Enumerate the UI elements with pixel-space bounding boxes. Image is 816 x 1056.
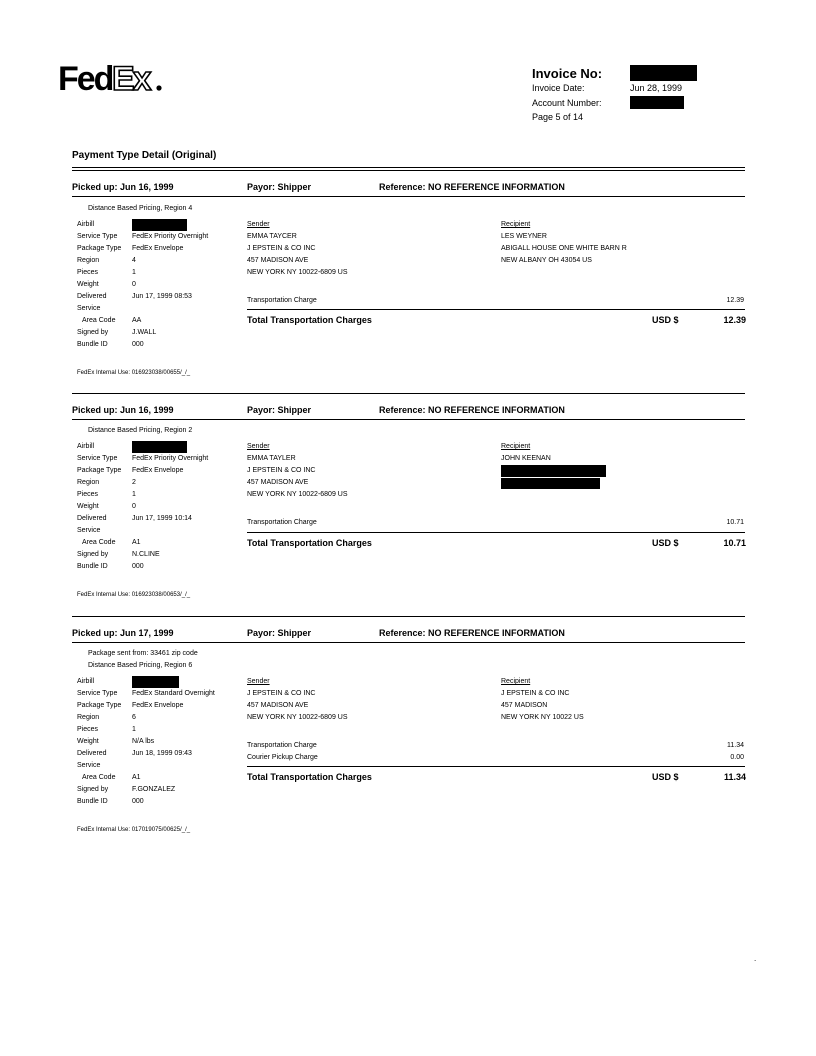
fedex-logo (58, 58, 164, 98)
total-amount: 10.71 (723, 538, 746, 548)
signed-by: F.GONZALEZ (132, 786, 176, 793)
redacted-recipient-line (501, 465, 606, 477)
sender-line: J EPSTEIN & CO INC (247, 245, 316, 252)
total-currency: USD $ (652, 772, 679, 782)
sender-line: EMMA TAYLER (247, 455, 296, 462)
pieces-label: Pieces (77, 269, 99, 276)
recipient-line: J EPSTEIN & CO INC (501, 690, 570, 697)
picked-up: Picked up: Jun 16, 1999 (72, 405, 174, 415)
area-code: A1 (132, 539, 141, 546)
total-label: Total Transportation Charges (247, 315, 372, 325)
signed-by: J.WALL (132, 329, 157, 336)
airbill-label: Airbill (77, 678, 95, 685)
weight-label: Weight (77, 738, 99, 745)
bundle-id-label: Bundle ID (77, 563, 108, 570)
svg-text:Fed: Fed (58, 60, 113, 98)
payor: Payor: Shipper (247, 628, 312, 638)
invoice-date: Jun 28, 1999 (630, 83, 683, 93)
delivered: Jun 17, 1999 10:14 (132, 515, 192, 522)
reference: Reference: NO REFERENCE INFORMATION (379, 628, 565, 638)
total-rule (247, 532, 745, 533)
bundle-id: 000 (132, 563, 144, 570)
redacted-account-number (630, 96, 684, 109)
total-currency: USD $ (652, 538, 679, 548)
sender-line: 457 MADISON AVE (247, 702, 309, 709)
area-code-label: Area Code (82, 774, 116, 781)
sender-line: NEW YORK NY 10022-6809 US (247, 269, 348, 276)
delivered: Jun 17, 1999 08:53 (132, 293, 192, 300)
recipient-line: NEW YORK NY 10022 US (501, 714, 584, 721)
recipient-line: 457 MADISON (501, 702, 548, 709)
airbill-label: Airbill (77, 443, 95, 450)
weight-label: Weight (77, 281, 99, 288)
package-type: FedEx Envelope (132, 245, 184, 252)
transportation-charge: 10.71 (726, 519, 744, 526)
area-code: A1 (132, 774, 141, 781)
total-label: Total Transportation Charges (247, 772, 372, 782)
recipient-label: Recipient (501, 678, 531, 685)
reference: Reference: NO REFERENCE INFORMATION (379, 182, 565, 192)
redacted-airbill (132, 441, 187, 453)
bundle-id-label: Bundle ID (77, 341, 108, 348)
transportation-charge-label: Transportation Charge (247, 519, 317, 526)
pricing-info: Distance Based Pricing, Region 2 (88, 427, 193, 434)
page-mark: . (754, 954, 757, 963)
total-rule (247, 766, 745, 767)
service-type: FedEx Priority Overnight (132, 233, 209, 240)
recipient-line: JOHN KEENAN (501, 455, 551, 462)
pieces: 1 (132, 491, 136, 498)
pieces: 1 (132, 269, 136, 276)
weight-label: Weight (77, 503, 99, 510)
package-type: FedEx Envelope (132, 467, 184, 474)
signed-by-label: Signed by (77, 551, 109, 558)
invoice-no-label: Invoice No: (532, 66, 603, 81)
total-amount: 12.39 (723, 315, 746, 325)
service-type-label: Service Type (77, 690, 118, 697)
shipment-1 (0, 182, 816, 402)
service-label: Service (77, 527, 101, 534)
service-type-label: Service Type (77, 455, 118, 462)
region-label: Region (77, 714, 100, 721)
signed-by-label: Signed by (77, 786, 109, 793)
delivered-label: Delivered (77, 750, 107, 757)
region: 2 (132, 479, 136, 486)
bundle-id-label: Bundle ID (77, 798, 108, 805)
region: 6 (132, 714, 136, 721)
internal-use: FedEx Internal Use: 016923038/00655/_/_ (77, 370, 191, 376)
shipment-rule-bottom (72, 419, 745, 420)
recipient-line: NEW ALBANY OH 43054 US (501, 257, 592, 264)
sender-line: 457 MADISON AVE (247, 479, 309, 486)
account-number-label: Account Number: (532, 98, 602, 108)
payor: Payor: Shipper (247, 405, 312, 415)
shipment-rule-bottom (72, 642, 745, 643)
payor: Payor: Shipper (247, 182, 312, 192)
total-rule (247, 309, 745, 310)
service-label: Service (77, 305, 101, 312)
invoice-date-label: Invoice Date: (532, 83, 585, 93)
section-title: Payment Type Detail (Original) (72, 150, 217, 161)
service-type: FedEx Standard Overnight (132, 690, 215, 697)
picked-up: Picked up: Jun 16, 1999 (72, 182, 174, 192)
sender-label: Sender (247, 221, 270, 228)
redacted-airbill (132, 676, 179, 688)
bundle-id: 000 (132, 798, 144, 805)
redacted-invoice-no (630, 65, 697, 81)
sender-line: EMMA TAYCER (247, 233, 297, 240)
recipient-label: Recipient (501, 221, 531, 228)
service-label: Service (77, 762, 101, 769)
total-amount: 11.34 (723, 772, 746, 782)
total-label: Total Transportation Charges (247, 538, 372, 548)
region-label: Region (77, 257, 100, 264)
transportation-charge-label: Transportation Charge (247, 297, 317, 304)
signed-by: N.CLINE (132, 551, 160, 558)
delivered: Jun 18, 1999 09:43 (132, 750, 192, 757)
transportation-charge: 11.34 (727, 742, 744, 749)
transportation-charge-label: Transportation Charge (247, 742, 317, 749)
signed-by-label: Signed by (77, 329, 109, 336)
weight: N/A lbs (132, 738, 155, 745)
page-indicator: Page 5 of 14 (532, 112, 584, 122)
courier-pickup-charge-label: Courier Pickup Charge (247, 754, 318, 761)
shipment-rule-top (72, 170, 745, 171)
sender-line: J EPSTEIN & CO INC (247, 690, 316, 697)
sender-line: 457 MADISON AVE (247, 257, 309, 264)
sender-line: NEW YORK NY 10022-6809 US (247, 491, 348, 498)
airbill-label: Airbill (77, 221, 95, 228)
redacted-airbill (132, 219, 187, 231)
shipment-rule-top (72, 393, 745, 394)
service-type-label: Service Type (77, 233, 118, 240)
sender-line: J EPSTEIN & CO INC (247, 467, 316, 474)
area-code-label: Area Code (82, 317, 116, 324)
recipient-line: LES WEYNER (501, 233, 547, 240)
package-type-label: Package Type (77, 245, 122, 252)
reference: Reference: NO REFERENCE INFORMATION (379, 405, 565, 415)
delivered-label: Delivered (77, 515, 107, 522)
internal-use: FedEx Internal Use: 016923038/00653/_/_ (77, 592, 191, 598)
pieces: 1 (132, 726, 136, 733)
sender-line: NEW YORK NY 10022-6809 US (247, 714, 348, 721)
pricing-info: Distance Based Pricing, Region 4 (88, 205, 193, 212)
picked-up: Picked up: Jun 17, 1999 (72, 628, 174, 638)
shipment-2 (0, 405, 816, 625)
recipient-label: Recipient (501, 443, 531, 450)
area-code-label: Area Code (82, 539, 116, 546)
svg-text:Ex: Ex (112, 60, 150, 98)
weight: 0 (132, 281, 136, 288)
courier-pickup-charge: 0.00 (730, 754, 744, 761)
weight: 0 (132, 503, 136, 510)
sender-label: Sender (247, 443, 270, 450)
package-type-label: Package Type (77, 467, 122, 474)
recipient-line: ABIGALL HOUSE ONE WHITE BARN R (501, 245, 627, 252)
pricing-info: Distance Based Pricing, Region 6 (88, 662, 193, 669)
region: 4 (132, 257, 136, 264)
area-code: AA (132, 317, 142, 324)
package-type: FedEx Envelope (132, 702, 184, 709)
sender-label: Sender (247, 678, 270, 685)
shipment-rule-top (72, 616, 745, 617)
package-type-label: Package Type (77, 702, 122, 709)
shipment-3 (0, 628, 816, 848)
pieces-label: Pieces (77, 491, 99, 498)
shipment-rule-bottom (72, 196, 745, 197)
service-type: FedEx Priority Overnight (132, 455, 209, 462)
bundle-id: 000 (132, 341, 144, 348)
region-label: Region (77, 479, 100, 486)
pricing-note: Package sent from: 33461 zip code (88, 650, 198, 657)
total-currency: USD $ (652, 315, 679, 325)
section-rule (72, 167, 745, 168)
transportation-charge: 12.39 (726, 297, 744, 304)
delivered-label: Delivered (77, 293, 107, 300)
internal-use: FedEx Internal Use: 017019075/00625/_/_ (77, 827, 191, 833)
redacted-recipient-line (501, 478, 600, 489)
pieces-label: Pieces (77, 726, 99, 733)
